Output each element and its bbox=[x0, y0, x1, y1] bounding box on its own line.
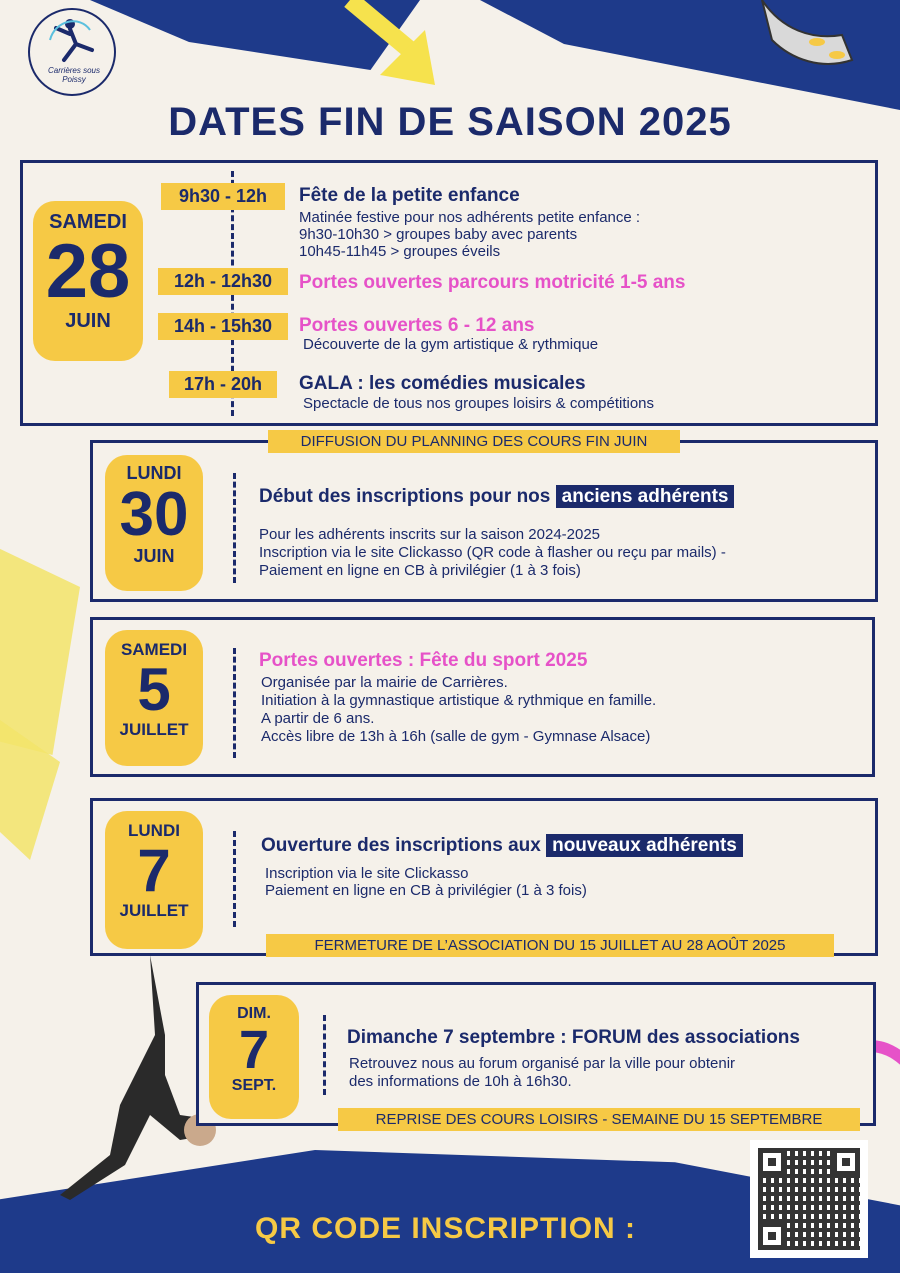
block-lundi-30-juin bbox=[90, 440, 878, 602]
event-desc: Spectacle de tous nos groupes loisirs & compétitions bbox=[303, 395, 655, 412]
date-number: 5 bbox=[137, 656, 171, 723]
event-desc: Organisée par la mairie de Carrières. bbox=[261, 674, 508, 691]
qr-code-label: QR CODE INSCRIPTION : bbox=[255, 1212, 637, 1245]
event-time: 14h - 15h30 bbox=[158, 313, 288, 340]
date-month: JUILLET bbox=[119, 901, 189, 920]
date-day: SAMEDI bbox=[120, 640, 188, 659]
event-desc: A partir de 6 ans. bbox=[261, 710, 375, 727]
pointing-hand-icon bbox=[752, 0, 862, 95]
event-title: Portes ouvertes : Fête du sport 2025 bbox=[259, 650, 588, 671]
date-month: SEPT. bbox=[231, 1077, 277, 1094]
event-desc: 10h45-11h45 > groupes éveils bbox=[299, 243, 501, 260]
event-time: 12h - 12h30 bbox=[158, 268, 288, 295]
event-desc: Découverte de la gym artistique & rythmique bbox=[303, 336, 599, 353]
event-title-highlight: anciens adhérents bbox=[556, 485, 735, 508]
event-desc: Matinée festive pour nos adhérents petite enfance : bbox=[299, 209, 641, 226]
event-title bbox=[261, 835, 743, 857]
date-day: SAMEDI bbox=[49, 211, 127, 233]
info-banner: DIFFUSION DU PLANNING DES COURS FIN JUIN bbox=[268, 430, 680, 453]
event-desc: Retrouvez nous au forum organisé par la ville pour obtenir bbox=[349, 1055, 736, 1072]
timeline-dashed-line bbox=[233, 831, 236, 927]
date-badge bbox=[105, 455, 203, 591]
event-desc: Pour les adhérents inscrits sur la saison 2024-2025 bbox=[259, 526, 601, 543]
date-badge bbox=[33, 201, 143, 361]
timeline-dashed-line bbox=[233, 473, 236, 583]
event-title: Portes ouvertes parcours motricité 1-5 ans bbox=[299, 272, 686, 293]
event-desc: Inscription via le site Clickasso bbox=[265, 865, 469, 882]
date-day: LUNDI bbox=[128, 821, 180, 840]
date-number: 30 bbox=[119, 480, 189, 549]
info-banner: REPRISE DES COURS LOISIRS - SEMAINE DU 15 SEPTEMBRE bbox=[338, 1108, 860, 1131]
event-desc: Paiement en ligne en CB à privilégier (1 à 3 fois) bbox=[265, 882, 587, 899]
date-month: JUIN bbox=[133, 546, 175, 566]
event-title: GALA : les comédies musicales bbox=[299, 373, 586, 394]
qr-code[interactable] bbox=[750, 1140, 868, 1258]
block-samedi-5-juillet bbox=[90, 617, 875, 777]
block-dimanche-7-sept bbox=[196, 982, 876, 1126]
qr-finder-icon bbox=[832, 1148, 860, 1176]
event-desc: Paiement en ligne en CB à privilégier (1 à 3 fois) bbox=[259, 562, 581, 579]
event-desc: 9h30-10h30 > groupes baby avec parents bbox=[299, 226, 578, 243]
club-logo bbox=[28, 8, 116, 96]
info-banner: FERMETURE DE L’ASSOCIATION DU 15 JUILLET AU 28 AOÛT 2025 bbox=[266, 934, 834, 957]
qr-finder-icon bbox=[758, 1148, 786, 1176]
date-day: LUNDI bbox=[126, 463, 182, 483]
event-title-text: Ouverture des inscriptions aux bbox=[261, 835, 541, 856]
date-day: DIM. bbox=[237, 1005, 271, 1022]
date-month: JUIN bbox=[65, 310, 111, 332]
block-lundi-7-juillet bbox=[90, 798, 878, 956]
qr-code-pattern bbox=[758, 1148, 860, 1250]
timeline-dashed-line bbox=[233, 648, 236, 758]
event-time: 9h30 - 12h bbox=[161, 183, 285, 210]
event-desc: Accès libre de 13h à 16h (salle de gym - Gymnase Alsace) bbox=[261, 728, 651, 745]
event-title: Fête de la petite enfance bbox=[299, 185, 520, 206]
event-desc: Initiation à la gymnastique artistique & rythmique en famille. bbox=[261, 692, 657, 709]
date-number: 7 bbox=[137, 837, 171, 904]
event-desc: des informations de 10h à 16h30. bbox=[349, 1073, 572, 1090]
qr-finder-icon bbox=[758, 1222, 786, 1250]
event-title bbox=[259, 486, 734, 508]
event-desc: Inscription via le site Clickasso (QR code à flasher ou reçu par mails) - bbox=[259, 544, 726, 561]
gymnast-logo-icon bbox=[30, 10, 114, 70]
deco-shape-yellow-left bbox=[0, 545, 80, 755]
arrow-down-icon bbox=[340, 0, 450, 95]
event-title: Portes ouvertes 6 - 12 ans bbox=[299, 315, 535, 336]
timeline-dashed-line bbox=[323, 1015, 326, 1095]
logo-text: Carrières sous Poissy bbox=[47, 66, 100, 84]
event-title-highlight: nouveaux adhérents bbox=[546, 834, 743, 857]
event-title: Dimanche 7 septembre : FORUM des associations bbox=[347, 1027, 800, 1048]
event-time: 17h - 20h bbox=[169, 371, 277, 398]
date-number: 7 bbox=[238, 1020, 270, 1080]
page-title: DATES FIN DE SAISON 2025 bbox=[168, 100, 732, 144]
date-badge bbox=[105, 811, 203, 949]
date-number: 28 bbox=[45, 229, 131, 314]
event-title-text: Début des inscriptions pour nos bbox=[259, 486, 551, 507]
date-badge bbox=[105, 630, 203, 766]
block-samedi-28-juin bbox=[20, 160, 878, 426]
date-badge bbox=[209, 995, 299, 1119]
date-month: JUILLET bbox=[119, 720, 189, 739]
